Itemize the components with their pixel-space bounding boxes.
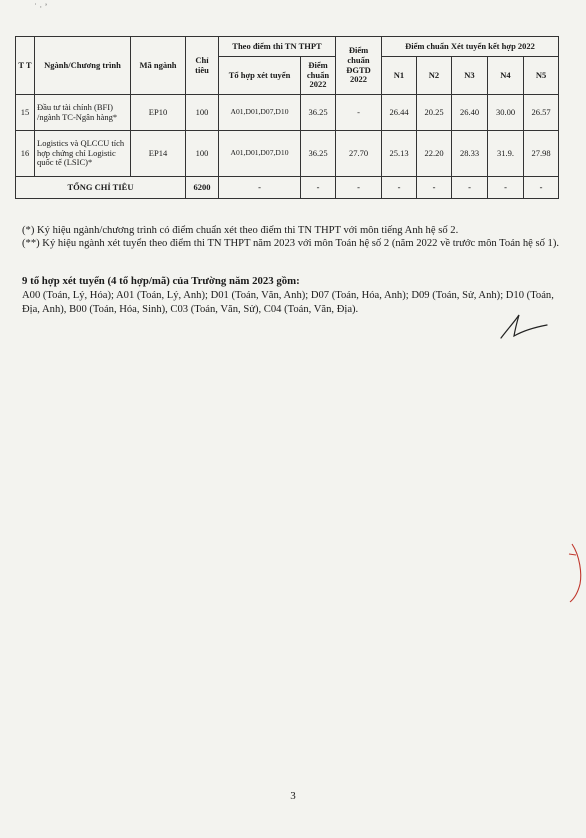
total-cell: - [219, 177, 301, 199]
header-code: Mã ngành [131, 37, 186, 95]
row-n2: 20.25 [417, 95, 452, 131]
header-quota: Chỉ tiêu [186, 37, 219, 95]
row-n5: 27.98 [524, 131, 559, 177]
row-n4: 31.9. [488, 131, 524, 177]
total-quota: 6200 [186, 177, 219, 199]
header-thpt-group: Theo điểm thi TN THPT [219, 37, 336, 57]
footnote-english: (*) Ký hiệu ngành/chương trình có điểm chuẩn xét theo điểm thi TN THPT với môn tiếng Anh hệ số 2. [22, 225, 459, 236]
scan-specks: ˙ · ʼ [34, 2, 48, 12]
header-n2: N2 [417, 57, 452, 95]
table-row [16, 131, 559, 177]
row-code: EP10 [131, 95, 186, 131]
row-code: EP14 [131, 131, 186, 177]
header-tt: T T [16, 37, 35, 95]
header-n1: N1 [382, 57, 417, 95]
row-thpt-score: 36.25 [301, 95, 336, 131]
row-combo: A01,D01,D07,D10 [219, 95, 301, 131]
header-n5: N5 [524, 57, 559, 95]
total-label: TỔNG CHỈ TIÊU [16, 177, 186, 199]
row-program: Đầu tư tài chính (BFI) /ngành TC-Ngân hàng* [35, 95, 131, 131]
total-cell: - [336, 177, 382, 199]
row-n1: 26.44 [382, 95, 417, 131]
row-dgtd-score: 27.70 [336, 131, 382, 177]
initial-signature [497, 312, 553, 342]
row-quota: 100 [186, 131, 219, 177]
total-cell: - [417, 177, 452, 199]
row-tt: 16 [16, 131, 35, 177]
total-row [16, 177, 559, 199]
page-number: 3 [290, 790, 296, 802]
footnote-math: (**) Ký hiệu ngành xét tuyển theo điểm thi TN THPT năm 2023 với môn Toán hệ số 2 (năm 2022 về trước môn Toán hệ số 1). [22, 238, 560, 250]
row-program: Logistics và QLCCU tích hợp chứng chỉ Logistic quốc tế (LSIC)* [35, 131, 131, 177]
row-combo: A01,D01,D07,D10 [219, 131, 301, 177]
total-cell: - [452, 177, 488, 199]
row-n5: 26.57 [524, 95, 559, 131]
total-cell: - [301, 177, 336, 199]
total-cell: - [382, 177, 417, 199]
footnotes [22, 224, 567, 250]
header-n3: N3 [452, 57, 488, 95]
groups-heading: 9 tổ hợp xét tuyển (4 tổ hợp/mã) của Trường năm 2023 gồm: [22, 275, 300, 287]
total-cell: - [488, 177, 524, 199]
row-thpt-score: 36.25 [301, 131, 336, 177]
header-dgtd: Điểm chuẩn ĐGTD 2022 [336, 37, 382, 95]
header-combined-group: Điểm chuẩn Xét tuyển kết hợp 2022 [382, 37, 559, 57]
row-tt: 15 [16, 95, 35, 131]
row-quota: 100 [186, 95, 219, 131]
header-program: Ngành/Chương trình [35, 37, 131, 95]
admission-score-table [15, 36, 559, 199]
row-n3: 26.40 [452, 95, 488, 131]
row-n3: 28.33 [452, 131, 488, 177]
row-dgtd-score: - [336, 95, 382, 131]
header-combo: Tổ hợp xét tuyển [219, 57, 301, 95]
red-margin-mark [566, 540, 586, 604]
groups-text: A00 (Toán, Lý, Hóa); A01 (Toán, Lý, Anh); D01 (Toán, Văn, Anh); D07 (Toán, Hóa, Anh); D09 (Toán, Sử, Anh); D10 (Toán, Địa, Anh), B00 (Toán, Hóa, Sinh), C03 (Toán, Văn, Sử), C04 (Toán, Văn, Địa). [22, 290, 554, 315]
header-thpt-score: Điểm chuẩn 2022 [301, 57, 336, 95]
row-n1: 25.13 [382, 131, 417, 177]
row-n2: 22.20 [417, 131, 452, 177]
header-n4: N4 [488, 57, 524, 95]
row-n4: 30.00 [488, 95, 524, 131]
table-row [16, 95, 559, 131]
total-cell: - [524, 177, 559, 199]
